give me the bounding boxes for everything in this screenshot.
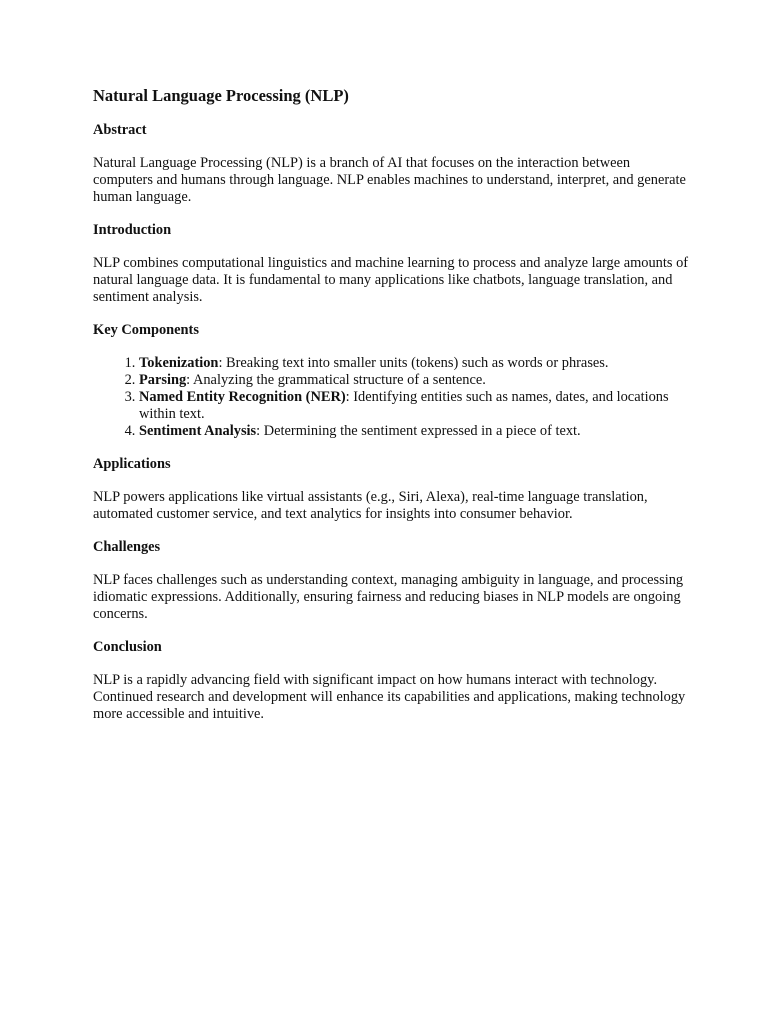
introduction-text: NLP combines computational linguistics and machine learning to process and analyze large amounts of natural language data. It is fundamental to many applications like chatbots, language translation, and sentiment analysis.: [93, 255, 689, 305]
key-components-list: [93, 355, 693, 440]
component-term: Named Entity Recognition (NER): [139, 389, 346, 405]
list-item: [139, 389, 693, 423]
applications-text: NLP powers applications like virtual assistants (e.g., Siri, Alexa), real-time language translation, automated customer service, and text analytics for insights into consumer behavior.: [93, 489, 648, 522]
component-term: Sentiment Analysis: [139, 423, 257, 439]
abstract-text: Natural Language Processing (NLP) is a branch of AI that focuses on the interaction between computers and humans through language. NLP enables machines to understand, interpret, and generate human language.: [93, 155, 686, 205]
component-description: : Analyzing the grammatical structure of a sentence.: [186, 372, 486, 388]
document-page: [93, 86, 693, 739]
component-description: : Determining the sentiment expressed in a piece of text.: [256, 423, 581, 439]
conclusion-heading: Conclusion: [93, 639, 162, 655]
applications-heading: Applications: [93, 456, 171, 472]
challenges-heading: Challenges: [93, 539, 161, 555]
component-description: : Identifying entities such as names, dates, and locations within text.: [139, 389, 669, 422]
component-term: Tokenization: [139, 355, 219, 371]
list-item: [139, 423, 693, 440]
key-components-heading: Key Components: [93, 322, 199, 338]
introduction-heading: Introduction: [93, 222, 172, 238]
list-item: [139, 372, 693, 389]
document-title: Natural Language Processing (NLP): [93, 86, 349, 105]
conclusion-text: NLP is a rapidly advancing field with significant impact on how humans interact with technology. Continued research and development will enhance its capabilities and applications, making technology more accessible and intuitive.: [93, 672, 686, 722]
component-description: : Breaking text into smaller units (tokens) such as words or phrases.: [218, 355, 609, 371]
challenges-text: NLP faces challenges such as understanding context, managing ambiguity in language, and processing idiomatic expressions. Additionally, ensuring fairness and reducing biases in NLP models are ongoing concerns.: [93, 572, 684, 622]
abstract-heading: Abstract: [93, 122, 147, 138]
component-term: Parsing: [139, 372, 187, 388]
list-item: [139, 355, 693, 372]
